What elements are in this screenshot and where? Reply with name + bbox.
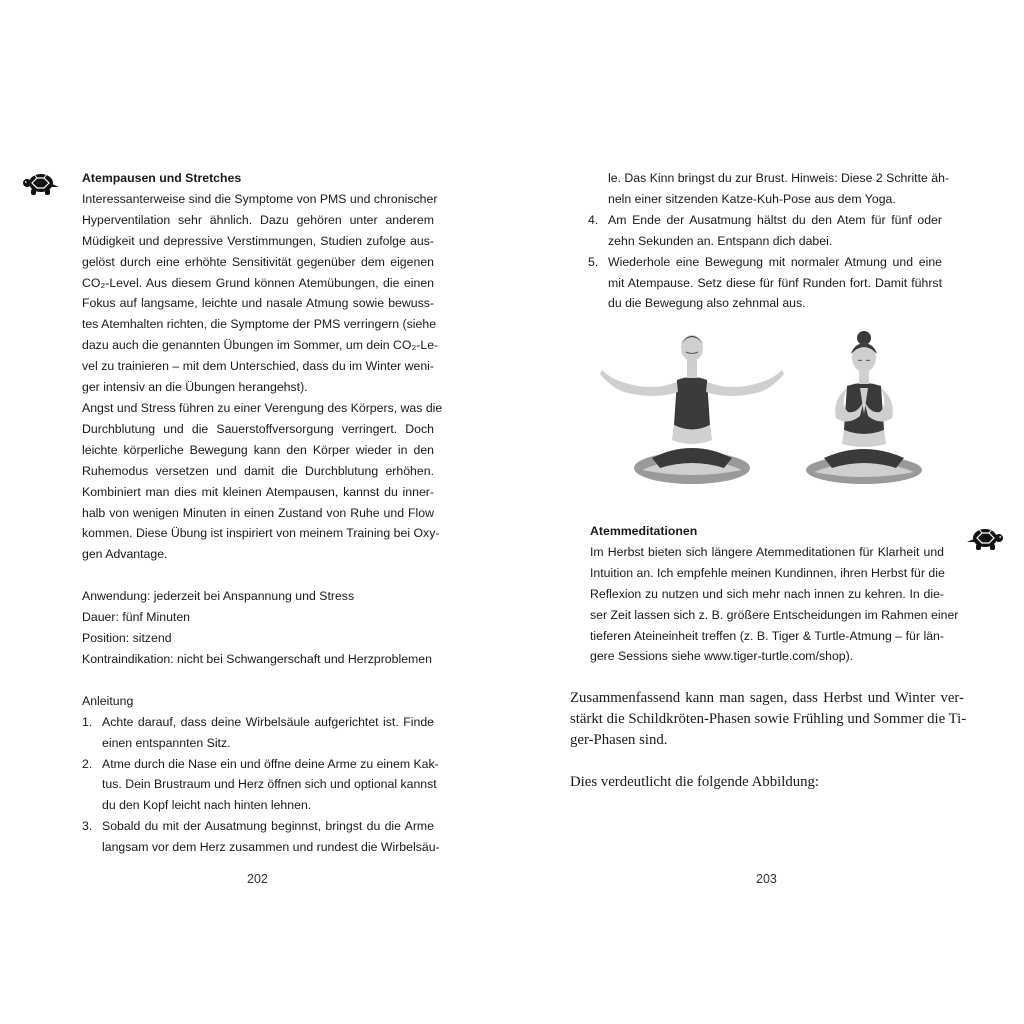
text-line: Müdigkeit und depressive Verstimmungen, Studien zufolge aus-: [82, 233, 434, 248]
text-line: Durchblutung und die Sauerstoffversorgung verringert. Doch: [82, 421, 434, 436]
step-text: [608, 252, 942, 315]
text-line: Zusammenfassend kann man sagen, dass Herbst und Winter ver-: [570, 690, 964, 706]
text-line: tes Atemhalten richten, die Symptome der PMS verringern (siehe: [82, 317, 437, 332]
meditation-paragraph: [590, 542, 959, 667]
text-line: Sobald du mit der Ausatmung beginnst, bringst du die Arme: [102, 819, 434, 834]
step-text: [102, 816, 440, 858]
text-line: Angst und Stress führen zu einer Verengung des Körpers, was die: [82, 400, 443, 415]
step-number: 1.: [82, 714, 93, 729]
text-line: ger intensiv an die Übungen herangehst).: [82, 380, 308, 395]
left-column: [82, 168, 443, 858]
text-line: einen entspannten Sitz.: [102, 735, 231, 750]
meta-duration: Dauer: fünf Minuten: [82, 610, 191, 625]
text-line: Am Ende der Ausatmung hältst du den Atem für fünf oder: [608, 212, 942, 227]
summary-block: [570, 688, 967, 793]
step-number: 5.: [588, 254, 599, 269]
step-number: 4.: [588, 212, 599, 227]
text-line: Interessanterweise sind die Symptome von PMS und chronischer: [82, 191, 438, 206]
text-line: gere Sessions siehe www.tiger-turtle.com/shop).: [590, 649, 854, 664]
instruction-step: [82, 754, 439, 817]
text-line: kommen. Diese Übung ist inspiriert von meinem Training bei Oxy-: [82, 526, 440, 541]
instruction-step: [588, 252, 942, 315]
text-line: Wiederhole eine Bewegung mit normaler Atmung und eine: [608, 254, 942, 269]
turtle-icon: [22, 170, 62, 196]
text-line: vel zu trainieren – mit dem Unterschied, dass du im Winter weni-: [82, 359, 434, 374]
instruction-step: [588, 210, 942, 252]
text-line: Im Herbst bieten sich längere Atemmeditationen für Klarheit und: [590, 544, 944, 559]
text-line: gen Advantage.: [82, 547, 168, 562]
text-line: stärkt die Schildkröten-Phasen sowie Frühling und Sommer die Ti-: [570, 711, 967, 727]
meta-contraindication: Kontraindikation: nicht bei Schwangerschaft und Herzproblemen: [82, 651, 432, 666]
exercise-meta: [82, 586, 434, 670]
step-number: 3.: [82, 819, 93, 834]
text-line: dazu auch die genannten Übungen im Sommer, um dein CO₂-Le-: [82, 338, 439, 353]
step-number: 2.: [82, 756, 93, 771]
text-line: Ruhemodus versetzen und damit die Durchblutung erhöhen.: [82, 463, 434, 478]
page-number: 202: [247, 872, 268, 886]
yoga-illustration: [592, 330, 948, 490]
instruction-list: [82, 712, 440, 858]
meta-position: Position: sitzend: [82, 631, 172, 646]
instruction-step: [82, 816, 440, 858]
text-line: langsam vor dem Herz zusammen und rundest die Wirbelsäu-: [102, 840, 440, 855]
section-heading-atempausen: Atempausen und Stretches: [82, 171, 242, 185]
step-text: [102, 712, 434, 754]
instructions-label: Anleitung: [82, 693, 134, 708]
text-line: leichte körperliche Bewegung kann den Körper wieder in den: [82, 442, 434, 457]
intro-paragraph: [82, 189, 439, 398]
text-line: le. Das Kinn bringst du zur Brust. Hinweis: Diese 2 Schritte äh-: [608, 171, 950, 185]
text-line: tieferen Ateineinheit treffen (z. B. Tiger & Turtle-Atmung – für län-: [590, 628, 944, 643]
text-line: Hyperventilation sehr ähnlich. Dazu gehören unter anderem: [82, 212, 434, 227]
text-line: Fokus auf langsame, leichte und nasale Atmung sowie bewuss-: [82, 296, 434, 311]
text-line: halb von wenigen Minuten in einen Zustand von Ruhe und Flow: [82, 505, 434, 520]
text-line: du den Kopf leicht nach hinten lehnen.: [102, 798, 312, 813]
step-text: [608, 210, 942, 252]
text-line: ser Zeit lassen sich z. B. größere Entscheidungen im Rahmen einer: [590, 607, 959, 622]
second-paragraph: [82, 398, 443, 565]
step-text: [102, 754, 439, 817]
summary-paragraph: [570, 688, 967, 751]
turtle-icon: [964, 525, 1004, 551]
right-page: [512, 0, 1024, 1024]
text-line: Achte darauf, dass deine Wirbelsäule aufgerichtet ist. Finde: [102, 714, 434, 729]
right-column-meditation: [590, 521, 959, 667]
continued-step-text: [588, 168, 950, 210]
text-line: du die Bewegung also zehnmal aus.: [608, 296, 806, 311]
text-line: neln einer sitzenden Katze-Kuh-Pose aus dem Yoga.: [608, 191, 896, 206]
text-line: Atme durch die Nase ein und öffne deine Arme zu einem Kak-: [102, 756, 439, 771]
text-line: mit Atempause. Setz diese für fünf Runden fort. Damit führst: [608, 275, 942, 290]
text-line: gelöst durch eine erhöhte Sensitivität gegenüber dem eigenen: [82, 254, 434, 269]
text-line: Reflexion zu nutzen und sich mehr nach innen zu kehren. In die-: [590, 586, 944, 601]
text-line: Kombiniert man dies mit kleinen Atempausen, kannst du inner-: [82, 484, 434, 499]
instruction-list-continued: [588, 210, 942, 315]
text-line: zehn Sekunden an. Entspann dich dabei.: [608, 233, 833, 248]
yoga-figure-prayer-hands: [806, 331, 922, 484]
text-line: CO₂-Level. Aus diesem Grund können Atemübungen, die einen: [82, 275, 434, 290]
figure-intro: Dies verdeutlicht die folgende Abbildung:: [570, 774, 820, 790]
yoga-figure-open-arms: [600, 335, 784, 484]
meta-application: Anwendung: jederzeit bei Anspannung und Stress: [82, 589, 355, 604]
instruction-step: [82, 712, 434, 754]
right-column-top: [588, 168, 950, 314]
section-heading-atemmeditationen: Atemmeditationen: [590, 524, 698, 538]
page-number: 203: [756, 872, 777, 886]
text-line: tus. Dein Brustraum und Herz öffnen sich und optional kannst: [102, 777, 437, 792]
text-line: ger-Phasen sind.: [570, 732, 668, 748]
text-line: Intuition an. Ich empfehle meinen Kundinnen, ihren Herbst für die: [590, 565, 945, 580]
